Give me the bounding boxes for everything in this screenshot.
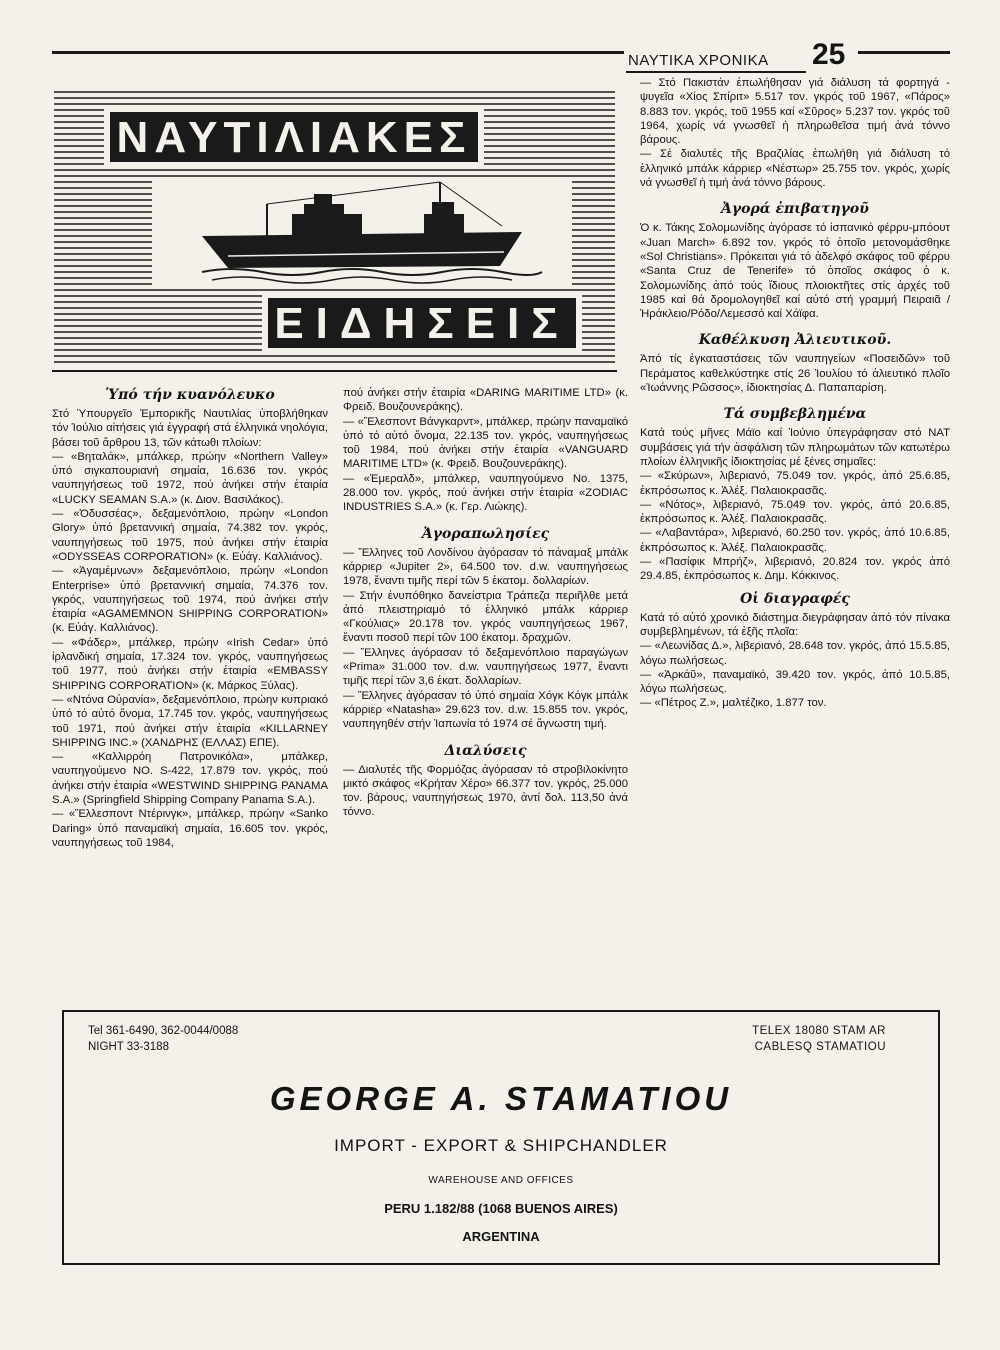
paragraph: Κατά τό αὐτό χρονικό διάστημα διεγράφησαν ἀπό τόν πίνακα συμβεβλημένων, τά ἑξῆς πλοῖα:	[640, 611, 950, 638]
paragraph: — «Ἕλλεσποντ Ντέρινγκ», μπάλκερ, πρώην «Sanko Daring» ὑπό παναμαϊκή σημαία, 16.605 τον. γκρός, ναυπηγήσεως τοῦ 1984,	[52, 808, 328, 849]
ad-contact-right	[752, 1023, 886, 1055]
paragraph: — Στήν ἐνυπόθηκο δανείστρια Τράπεζα περιῆλθε μετά ἀπό πλειστηριαμό τό ἑλληνικό μπάλκ κάρριερ «Γκούλιας» 20.178 τον. γκρός ναυπηγήσεως 1967, ἔναντι ποσοῦ περί τῶν 100 ἑκατομ. δραχμῶν.	[343, 589, 628, 645]
paragraph: — Ἕλληνες ἀγόρασαν τό ὑπό σημαία Χόγκ Κόγκ μπάλκ κάρριερ «Natasha» 29.623 τον. d.w. 15.855 τον. γκρός, ναυπηγηθέν στήν Ἰαπωνία τό 1974 σέ ἄγνωστη τιμή.	[343, 689, 628, 731]
ad-contact-left	[88, 1023, 238, 1055]
paragraph: — «Νότος», λιβεριανό, 75.049 τον. γκρός, ἀπό 20.6.85, ἐκπρόσωπος κ. Ἀλέξ. Παλαιοκρασᾶς.	[640, 498, 950, 526]
heading-dialyseis: Διαλύσεις	[444, 742, 527, 759]
heading-kyanoleyko: Ὑπό τήν κυανόλευκο	[105, 387, 275, 403]
heading-agora-epivatigou: Ἀγορά ἐπιβατηγοῦ	[721, 201, 869, 218]
heading-kathelkysi: Καθέλκυση Ἀλιευτικοῦ.	[698, 332, 892, 349]
paragraph: — «Σκύρων», λιβεριανό, 75.049 τον. γκρός, ἀπό 25.6.85, ἐκπρόσωπος κ. Ἀλέξ. Παλαιοκρασᾶς.	[640, 470, 950, 497]
paragraph: — «Ντόνα Οὐρανία», δεξαμενόπλοιο, πρώην κυπριακό ὑπό τό αὐτό ὄνομα, 17.745 τον. γκρός, ναυπηγήσεως τοῦ 1971, πού ἀνήκει στήν ἑταιρία «KILLARNEY SHIPPING INC.» (ΧΑΝΔΡΗΣ (ΕΛΛΑΣ) ΕΠΕ).	[52, 693, 328, 749]
paragraph: — «Ἀγαμέμνων» δεξαμενόπλοιο, πρώην «London Enterprise» ὑπό βρεταννική σημαία, 74.376 τον. γκρός, ναυπηγήσεως τοῦ 1974, πού ἀνήκει στήν ἑταιρία «AGAMEMNON SHIPPING CORPORATION» (κ. Εὐάγ. Καλλιάνος).	[52, 565, 328, 635]
ad-subtitle: IMPORT - EXPORT & SHIPCHANDLER	[334, 1136, 668, 1155]
ad-telex: TELEX 18080 STAM AR	[752, 1025, 886, 1037]
paragraph: — Σέ διαλυτές τῆς Βραζιλίας ἐπωλήθη γιά διάλυση τό ἑλληνικό μπάλκ κάρριερ «Νέστωρ» 25.755 τον. γκρός, χωρίς νά γνωσθεῖ ἡ τιμή ἀνά τόννο βάρους.	[640, 148, 950, 190]
header-rule-under-title	[626, 71, 806, 73]
paragraph: — «Ἕλεσποντ Βάνγκαρντ», μπάλκερ, πρώην παναμαϊκό ὑπό τό αὐτό ὄνομα, 22.135 τον. γκρός, ναυπηγήσεως τοῦ 1984, πού ἀνήκει στήν ἑταιρία «VANGUARD MARITIME LTD» (κ. Φρειδ. Βουζουνεράκης).	[343, 415, 628, 471]
masthead	[52, 86, 617, 366]
paragraph: Ὁ κ. Τάκης Σολομωνίδης ἀγόρασε τό ἰσπανικό φέρρυ-μπόουτ «Juan March» 6.892 τον. γκρός τό ὁποῖο μετονομάσθηκε «Sol Christians». Πρόκειται γιά τό ἀδελφό σκάφος τοῦ φέρρυ «Santa Cruz de Tenerife» τό ὁποῖος σκάφος ὁ κ. Σολομωνίδης ἀπό τούς ἴδιους πλοιοκτῆτες στίς ἀρχές τοῦ 1985 καί θά δρομολογηθεῖ καί αὐτό στή γραμμή Πειραιᾶ /Ἡράκλειο/Ρόδο/Λεμεσσό καί Χάϊφα.	[640, 222, 950, 321]
heading-agorapolisies: Ἀγοραπωλησίες	[421, 525, 550, 542]
column-1	[52, 386, 328, 850]
masthead-title-top: ΝΑΥΤΙΛΙΑΚΕΣ	[116, 113, 472, 162]
ad-country: ARGENTINA	[462, 1229, 540, 1244]
column-3	[640, 76, 950, 711]
advertisement	[62, 1010, 940, 1265]
paragraph: πού ἀνήκει στήν ἑταιρία «DARING MARITIME LTD» (κ. Φρειδ. Βουζουνεράκης).	[343, 387, 628, 414]
paragraph: — «Ὀδυσσέας», δεξαμενόπλοιο, πρώην «London Glory» ὑπό βρεταννική σημαία, 74.382 τον. γκρός, ναυπηγήσεως τοῦ 1975, πού ἀνήκει στήν ἑταιρία «ODYSSEAS CORPORATION» (κ. Εὐάγ. Καλλιάνος).	[52, 508, 328, 563]
paragraph: Στό Ὑπουργεῖο Ἐμπορικῆς Ναυτιλίας ὑποβλήθηκαν τόν Ἰούλιο αἰτήσεις γιά ἐγγραφή στά ἑλληνικά νηολόγια, βάσει τοῦ ἄρθρου 13, τῶν κάτωθι πλοίων:	[52, 408, 328, 449]
magazine-title: ΝΑΥΤΙΚΑ ΧΡΟΝΙΚΑ	[628, 52, 769, 69]
masthead-graphic	[52, 86, 617, 366]
paragraph: — Διαλυτές τῆς Φορμόζας ἀγόρασαν τό στροβιλοκίνητο μικτό σκάφος «Κρήταν Χέρο» 66.377 τον. γκρός, 25.000 τον. βάρους, ναυπηγήσεως 1970, ἀντί δολ. 113,50 ἀνά τόννο.	[343, 763, 628, 819]
masthead-title-bottom: ΕΙΔΗΣΕΙΣ	[274, 299, 570, 348]
paragraph: — «Πέτρος Ζ.», μαλτέζικο, 1.877 τον.	[640, 697, 827, 710]
column-2	[343, 386, 628, 820]
header-rule-left	[52, 51, 624, 54]
paragraph: Κατά τούς μῆνες Μάϊο καί Ἰούνιο ὑπεγράφησαν στό ΝΑΤ συμβάσεις γιά τήν ἀσφάλιση τῶν πληρωμάτων τῶν κατωτέρω πλοίων ἑλληνικῆς ἰδιοκτησίας μέ ξένες σημαῖες:	[640, 427, 950, 468]
heading-diagrafes: Οἱ διαγραφές	[740, 590, 850, 607]
paragraph: — Ἕλληνες τοῦ Λονδίνου ἀγόρασαν τό πάναμαξ μπάλκ κάρριερ «Jupiter 2», 64.500 τον. d.w. ναυπηγήσεως 1978, ἔναντι τιμῆς περί τῶν 5 ἑκατομ. δολλαρίων.	[343, 546, 628, 588]
ad-night: NIGHT 33-3188	[88, 1041, 169, 1053]
paragraph: — «Καλλιρρόη Πατρονικόλα», μπάλκερ, ναυπηγούμενο NO. S-422, 17.879 τον. γκρός, πού ἀνήκει στήν ἑταιρία «WESTWIND SHIPPING PANAMA S.A.» (Springfield Shipping Company Panama S.A.).	[52, 751, 328, 807]
ad-tel: Tel 361-6490, 362-0044/0088	[88, 1025, 239, 1037]
paragraph: — «Βηταλάκ», μπάλκερ, πρώην «Northern Valley» ὑπό σιγκαπουριανή σημαία, 16.636 τον. γκρός ναυπηγήσεως τοῦ 1972, πού ἀνήκει στήν ἑταιρία «LUCKY SEAMAN S.A.» (κ. Διον. Βασιλάκος).	[52, 450, 328, 506]
paragraph: — «Ἀρκάῦ», παναμαϊκό, 39.420 τον. γκρός, ἀπό 10.5.85, λόγω πωλήσεως.	[640, 668, 950, 696]
paragraph: — «Πασίφικ Μπρήζ», λιβεριανό, 20.824 τον. γκρός ἀπό 29.4.85, ἐκπρόσωπος κ. Δημ. Κόκκινος.	[640, 556, 950, 583]
page-number: 25	[812, 38, 846, 71]
header-rule-right	[858, 51, 950, 54]
ad-company-name: GEORGE A. STAMATIOU	[269, 1080, 733, 1117]
paragraph: — Ἕλληνες ἀγόρασαν τό δεξαμενόπλοιο παραγώγων «Prima» 31.000 τον. d.w. ναυπηγήσεως 1977, ἔναντι τιμῆς περί τῶν 3,6 ἑκατ. δολλαρίων.	[343, 646, 628, 688]
paragraph: — Στό Πακιστάν ἐπωλήθησαν γιά διάλυση τά φορτηγά - ψυγεῖα «Χίος Σπίριτ» 5.517 τον. γκρός τοῦ 1967, «Πάρος» 8.883 τον. γκρός, τοῦ 1955 καί «Σῦρος» 5.237 τον. γκρός τοῦ 1964, χωρίς νά γνωσθεῖ ἡ πληρωθεῖσα τιμή ἀνά τόννο βάρους.	[640, 77, 950, 147]
paragraph: — «Λαβαντάρα», λιβεριανό, 60.250 τον. γκρός, ἀπό 10.6.85, ἐκπρόσωπος κ. Ἀλέξ. Παλαιοκρασᾶς.	[640, 527, 950, 554]
paragraph: — «Λεωνίδας Δ.», λιβεριανό, 28.648 τον. γκρός, ἀπό 15.5.85, λόγω πωλήσεως.	[640, 640, 950, 667]
ad-cable: CABLESQ STAMATIOU	[754, 1041, 886, 1053]
masthead-rule	[52, 370, 617, 372]
ad-warehouse: WAREHOUSE AND OFFICES	[428, 1175, 574, 1186]
ad-address: PERU 1.182/88 (1068 BUENOS AIRES)	[384, 1201, 618, 1216]
paragraph: — «Ἐμεραλδ», μπάλκερ, ναυπηγούμενο No. 1375, 28.000 τον. γκρός, πού ἀνήκει στήν ἑταιρία «ZODIAC INDUSTRIES S.A.» (κ. Γερ. Λιώκης).	[343, 472, 628, 514]
heading-symvevlimena: Τά συμβεβλημένα	[723, 406, 867, 423]
paragraph: Ἀπό τίς ἐγκαταστάσεις τῶν ναυπηγείων «Ποσειδῶν» τοῦ Περάματος καθελκύστηκε στίς 26 Ἰουλίου τό ἀλιευτικό πλοῖο «Ἰωάννης Ρῶσσος», ἰδιοκτησίας Δ. Παπαπαρίση.	[640, 353, 950, 395]
paragraph: — «Φάδερ», μπάλκερ, πρώην «Irish Cedar» ὑπό ἰρλανδική σημαία, 17.324 τον. γκρός, ναυπηγήσεως τοῦ 1977, πού ἀνήκει στήν ἑταιρία «EMBASSY SHIPPING CORPORATION» (κ. Μάρκος Ξύλας).	[52, 636, 328, 692]
